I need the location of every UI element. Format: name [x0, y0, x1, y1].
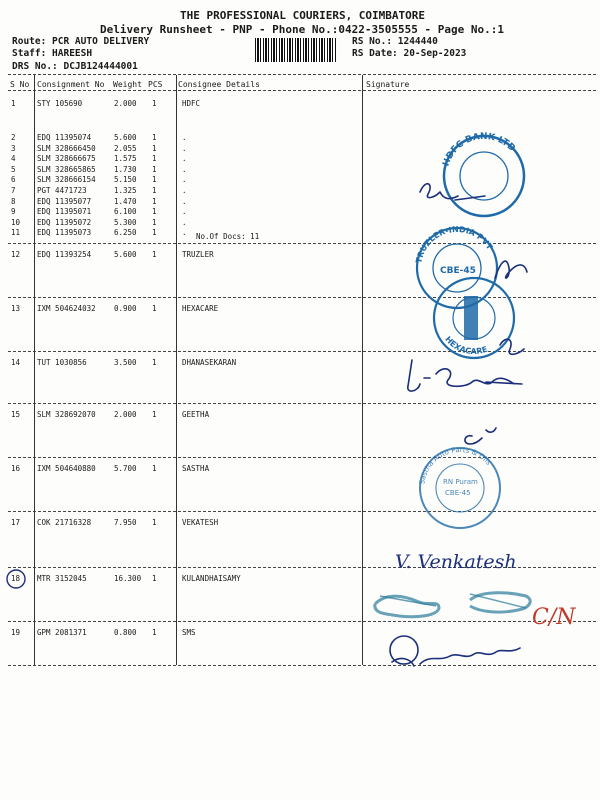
item-consignment: SLM 328665865 [37, 164, 96, 174]
row-pcs: 1 [152, 250, 157, 259]
item-weight: 1.325 [114, 186, 137, 195]
item-sno: 8 [11, 196, 16, 206]
row-consignee: DHANASEKARAN [182, 358, 237, 367]
col-pcs: PCS [148, 80, 163, 89]
row-sno: 12 [11, 250, 21, 259]
row-consignee: HDFC [182, 99, 201, 108]
item-weight: 1.730 [114, 164, 137, 174]
item-weight: 6.250 [114, 228, 137, 238]
row-consignment: IXM 504624032 [37, 304, 96, 313]
route-label: Route: PCR AUTO DELIVERY [12, 36, 150, 47]
row-pcs: 1 [152, 410, 157, 419]
row-consignment: SLM 328692070 [37, 410, 96, 419]
item-consignment: EDQ 11395072 [37, 217, 92, 227]
item-consignment: EDQ 11395073 [37, 228, 92, 238]
row-weight: 2.000 [114, 99, 137, 108]
row-pcs: 1 [152, 628, 157, 637]
hdfc-stamp [441, 132, 524, 216]
item-consignment: EDQ 11395077 [37, 196, 92, 206]
item-mark: . [182, 175, 187, 185]
item-pcs: 1 [152, 164, 157, 174]
row-sno: 19 [11, 628, 21, 637]
item-weight: 6.100 [114, 207, 137, 217]
item-sno: 3 [11, 143, 16, 153]
item-consignment: EDQ 11395074 [37, 133, 92, 142]
row-consignment: STY 105690 [37, 99, 83, 108]
drs-number: DRS No.: DCJB124444001 [12, 61, 138, 72]
item-sno: 10 [11, 217, 21, 227]
col-consignee: Consignee Details [178, 80, 260, 89]
item-consignment: SLM 328666675 [37, 154, 96, 164]
row-consignment: GPM 2081371 [37, 628, 87, 637]
venkatesh-signature: V. Venkatesh [395, 551, 517, 573]
item-pcs: 1 [152, 217, 157, 227]
item-consignment: SLM 328666154 [37, 175, 96, 185]
row-sno: 1 [11, 99, 16, 108]
item-mark: . [182, 217, 187, 227]
item-pcs: 1 [152, 133, 157, 142]
item-sno: 2 [11, 133, 16, 142]
row-pcs: 1 [152, 518, 157, 527]
row-pcs: 1 [152, 358, 157, 367]
row-weight: 2.000 [114, 410, 137, 419]
truzler-signature [495, 261, 527, 278]
row-weight: 7.950 [114, 518, 137, 527]
item-weight: 5.300 [114, 217, 137, 227]
item-sno: 7 [11, 186, 16, 195]
item-consignment: PGT 4471723 [37, 186, 87, 195]
item-sno: 11 [11, 228, 21, 238]
item-mark: . [182, 133, 187, 142]
item-weight: 5.600 [114, 133, 137, 142]
svg-text:RN Puram: RN Puram [443, 478, 478, 486]
rs-number: RS No.: 1244440 [352, 36, 438, 47]
item-sno: 4 [11, 154, 16, 164]
hdfc-signature [420, 184, 485, 200]
item-weight: 1.575 [114, 154, 137, 164]
col-sno: S No [10, 80, 30, 89]
item-mark: . [182, 154, 187, 164]
company-title: THE PROFESSIONAL COURIERS, COIMBATORE [180, 9, 426, 22]
item-consignment: SLM 328666450 [37, 143, 96, 153]
item-sno: 9 [11, 207, 16, 217]
truzler-stamp [414, 225, 497, 308]
row-consignment: IXM 504640880 [37, 464, 96, 473]
row-weight: 5.600 [114, 250, 137, 259]
row-pcs: 1 [152, 464, 157, 473]
svg-text:TRUZLER-INDIA PVT: TRUZLER-INDIA PVT [414, 224, 495, 264]
row-weight: 16.300 [114, 574, 142, 583]
row-consignment: EDQ 11393254 [37, 250, 92, 259]
item-mark: . [182, 186, 187, 195]
svg-text:CBE-45: CBE-45 [445, 489, 471, 497]
row-pcs: 1 [152, 304, 157, 313]
item-pcs: 1 [152, 228, 157, 238]
item-pcs: 1 [152, 154, 157, 164]
item-sno: 6 [11, 175, 16, 185]
col-signature: Signature [366, 80, 410, 89]
svg-text:Sastha Auto Parts & Oils: Sastha Auto Parts & Oils [418, 445, 493, 485]
row-sno: 18 [11, 574, 21, 583]
item-consignment: EDQ 11395071 [37, 207, 92, 217]
item-mark: . [182, 207, 187, 217]
item-pcs: 1 [152, 186, 157, 195]
item-pcs: 1 [152, 143, 157, 153]
col-consignment: Consignment No [37, 80, 105, 89]
row-weight: 5.700 [114, 464, 137, 473]
cn-note: C/N [532, 605, 576, 630]
item-mark: . [182, 143, 187, 153]
svg-text:HDFC BANK LTD: HDFC BANK LTD [441, 131, 517, 168]
hexacare-stamp [434, 278, 514, 358]
sastha-stamp [418, 446, 500, 528]
row-weight: 0.800 [114, 628, 137, 637]
col-weight: Weight [113, 80, 142, 89]
item-mark: . [182, 228, 187, 238]
row-consignee: TRUZLER [182, 250, 214, 259]
rs-date: RS Date: 20-Sep-2023 [352, 48, 467, 59]
row-consignee: SASTHA [182, 464, 210, 473]
geetha-signature [465, 428, 496, 444]
row-consignment: MTR 3152045 [37, 574, 87, 583]
item-mark: . [182, 164, 187, 174]
svg-text:HEXACARE: HEXACARE [443, 334, 489, 357]
row-pcs: 1 [152, 574, 157, 583]
row-consignee: SMS [182, 628, 196, 637]
row-sno: 17 [11, 518, 21, 527]
row-consignee: VEKATESH [182, 518, 219, 527]
sms-signature [390, 636, 520, 666]
svg-text:CBE-45: CBE-45 [440, 266, 476, 276]
row-sno: 14 [11, 358, 21, 367]
row-consignee: GEETHA [182, 410, 210, 419]
item-pcs: 1 [152, 207, 157, 217]
row-consignment: TUT 1030856 [37, 358, 87, 367]
row-consignee: KULANDHAISAMY [182, 574, 241, 583]
item-weight: 5.150 [114, 175, 137, 185]
item-pcs: 1 [152, 196, 157, 206]
runsheet-subtitle: Delivery Runsheet - PNP - Phone No.:0422-3505555 - Page No.:1 [100, 23, 504, 36]
item-weight: 1.470 [114, 196, 137, 206]
item-sno: 5 [11, 164, 16, 174]
dhanasekaran-signature [408, 360, 522, 391]
row-weight: 0.900 [114, 304, 137, 313]
row18-circle-mark [7, 570, 25, 588]
item-weight: 2.055 [114, 143, 137, 153]
row-sno: 15 [11, 410, 21, 419]
kulandhaisamy-marks [375, 593, 530, 617]
item-pcs: 1 [152, 175, 157, 185]
row-pcs: 1 [152, 99, 157, 108]
hexacare-signature [500, 339, 524, 354]
staff-label: Staff: HAREESH [12, 48, 93, 59]
docs-count: No.Of Docs: 11 [196, 232, 260, 241]
row-sno: 13 [11, 304, 21, 313]
row-weight: 3.500 [114, 358, 137, 367]
row-consignee: HEXACARE [182, 304, 219, 313]
row-sno: 16 [11, 464, 21, 473]
row-consignment: COK 21716328 [37, 518, 92, 527]
item-mark: . [182, 196, 187, 206]
